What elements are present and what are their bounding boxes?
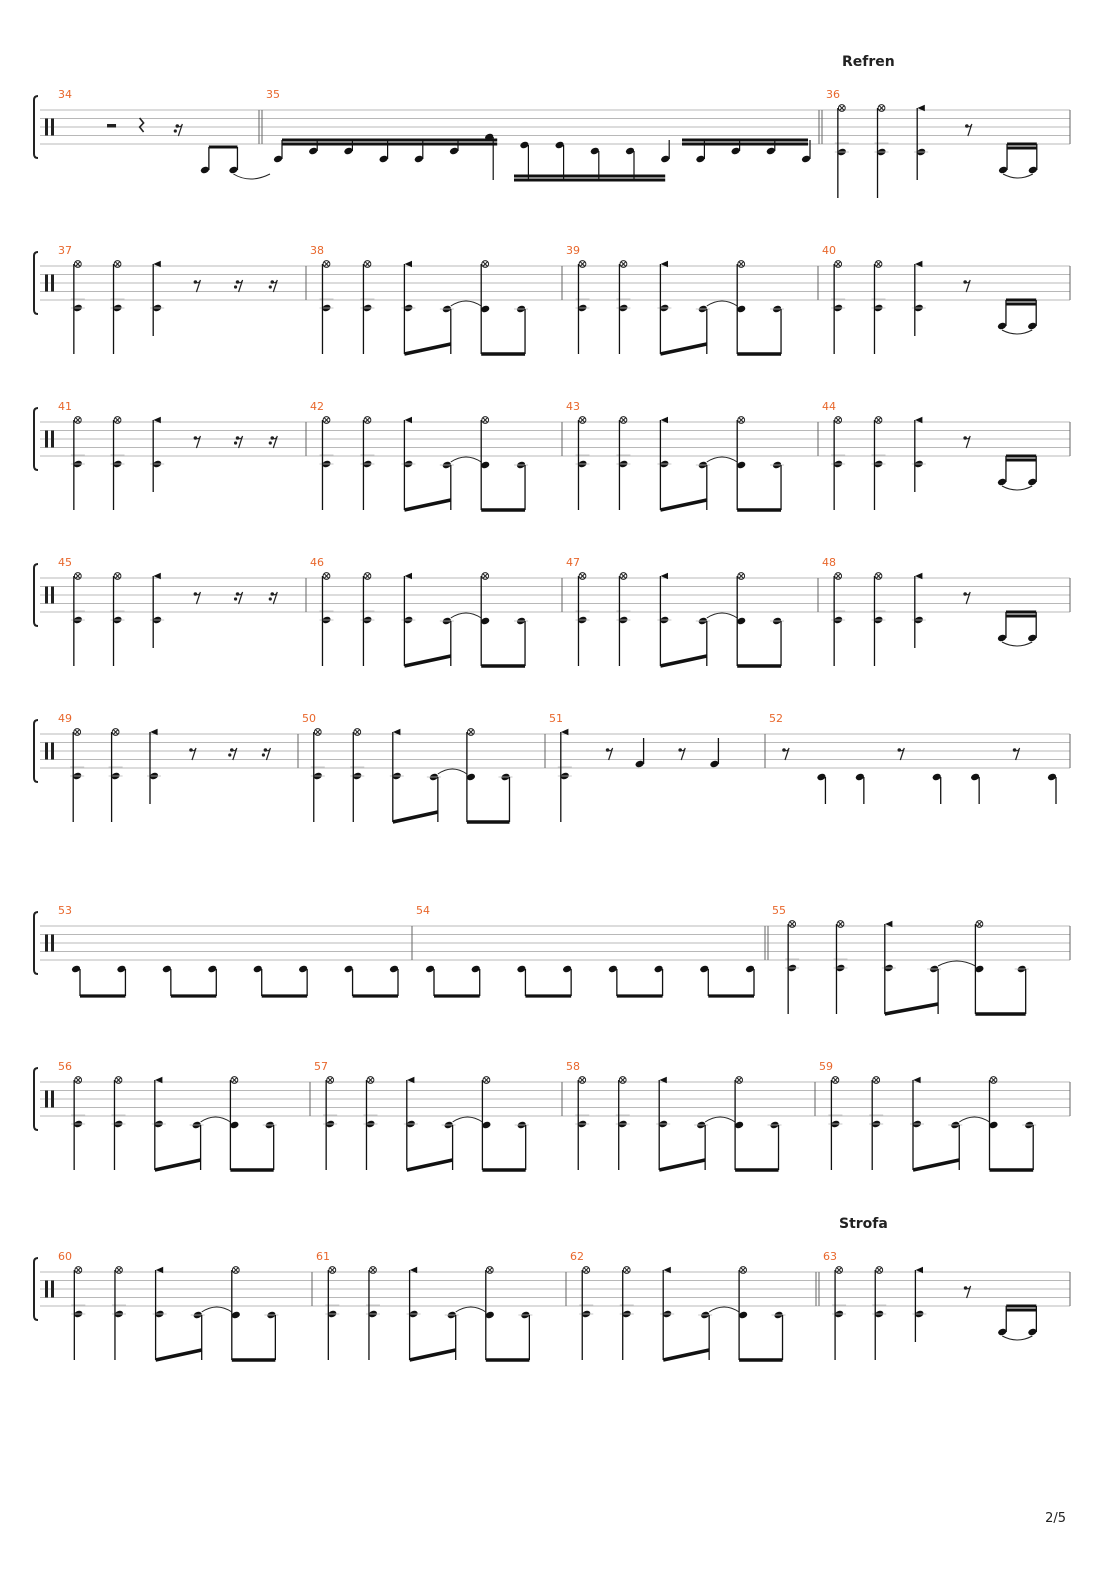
eighth-rest bbox=[238, 280, 243, 292]
measure-number: 55 bbox=[772, 904, 786, 917]
tie bbox=[202, 1307, 232, 1312]
staff-system bbox=[34, 1216, 1070, 1360]
measure-number: 51 bbox=[549, 712, 563, 725]
system-bracket bbox=[34, 408, 38, 470]
measure bbox=[273, 133, 811, 180]
measure-number: 37 bbox=[58, 244, 72, 257]
measure-number: 46 bbox=[310, 556, 324, 569]
tie bbox=[456, 1307, 486, 1312]
measure-number: 40 bbox=[822, 244, 836, 257]
beam bbox=[660, 344, 706, 354]
measure-number: 43 bbox=[566, 400, 580, 413]
measure bbox=[425, 965, 755, 996]
beam bbox=[407, 1160, 453, 1170]
percussion-clef bbox=[45, 935, 48, 952]
staff-system bbox=[34, 904, 1070, 1014]
tie bbox=[707, 457, 737, 462]
measure-number: 45 bbox=[58, 556, 72, 569]
eighth-rest bbox=[899, 748, 904, 760]
beam bbox=[404, 656, 450, 666]
measure-number: 58 bbox=[566, 1060, 580, 1073]
staff-system bbox=[34, 712, 1070, 822]
tie bbox=[438, 769, 467, 774]
measure-number: 49 bbox=[58, 712, 72, 725]
measure-number: 59 bbox=[819, 1060, 833, 1073]
system-bracket bbox=[34, 96, 38, 158]
tie bbox=[1002, 1336, 1032, 1340]
measure-number: 61 bbox=[316, 1250, 330, 1263]
measure bbox=[782, 748, 1057, 804]
system-bracket bbox=[34, 1068, 38, 1130]
measure-number: 44 bbox=[822, 400, 836, 413]
percussion-clef bbox=[45, 119, 48, 136]
staff-system bbox=[34, 556, 1070, 666]
staff-system bbox=[34, 244, 1070, 354]
staff-system bbox=[34, 54, 1070, 198]
beam bbox=[913, 1160, 959, 1170]
measure-number: 60 bbox=[58, 1250, 72, 1263]
quarter-rest bbox=[140, 118, 144, 132]
eighth-rest bbox=[966, 1286, 971, 1298]
measure-number: 52 bbox=[769, 712, 783, 725]
eighth-rest bbox=[272, 280, 277, 292]
system-bracket bbox=[34, 252, 38, 314]
eighth-rest bbox=[965, 436, 970, 448]
measure-number: 53 bbox=[58, 904, 72, 917]
measure-number: 36 bbox=[826, 88, 840, 101]
measure-number: 54 bbox=[416, 904, 430, 917]
system-bracket bbox=[34, 720, 38, 782]
tie bbox=[705, 1117, 735, 1122]
beam bbox=[659, 1160, 705, 1170]
tie bbox=[938, 961, 975, 966]
percussion-clef bbox=[45, 587, 48, 604]
eighth-rest bbox=[272, 592, 277, 604]
beam bbox=[155, 1160, 201, 1170]
beam bbox=[663, 1350, 709, 1360]
tie bbox=[959, 1117, 989, 1122]
percussion-clef bbox=[45, 431, 48, 448]
measure-number: 41 bbox=[58, 400, 72, 413]
measure-number: 47 bbox=[566, 556, 580, 569]
staff-system bbox=[34, 1060, 1070, 1170]
eighth-rest bbox=[177, 124, 182, 136]
eighth-rest bbox=[1015, 748, 1020, 760]
tie bbox=[1003, 174, 1033, 178]
percussion-clef bbox=[45, 1281, 48, 1298]
beam bbox=[404, 344, 450, 354]
system-bracket bbox=[34, 1258, 38, 1320]
section-label: Strofa bbox=[839, 1216, 888, 1232]
eighth-rest bbox=[195, 592, 200, 604]
measure-number: 63 bbox=[823, 1250, 837, 1263]
percussion-clef bbox=[45, 1091, 48, 1108]
beam bbox=[660, 500, 706, 510]
eighth-rest bbox=[265, 748, 270, 760]
eighth-rest bbox=[608, 748, 613, 760]
beam bbox=[410, 1350, 456, 1360]
measure-number: 57 bbox=[314, 1060, 328, 1073]
measure-number: 42 bbox=[310, 400, 324, 413]
tie bbox=[707, 613, 737, 618]
section-label: Refren bbox=[842, 54, 895, 70]
page-number: 2/5 bbox=[1045, 1511, 1066, 1526]
percussion-clef bbox=[45, 275, 48, 292]
measure-number: 62 bbox=[570, 1250, 584, 1263]
measure-number: 56 bbox=[58, 1060, 72, 1073]
measure-number: 34 bbox=[58, 88, 72, 101]
tie bbox=[453, 1117, 483, 1122]
eighth-rest bbox=[195, 280, 200, 292]
tie bbox=[709, 1307, 739, 1312]
system-bracket bbox=[34, 564, 38, 626]
eighth-rest bbox=[680, 748, 685, 760]
eighth-rest bbox=[195, 436, 200, 448]
measure bbox=[71, 965, 399, 996]
eighth-rest bbox=[232, 748, 237, 760]
tie bbox=[201, 1117, 231, 1122]
eighth-rest bbox=[238, 436, 243, 448]
system-bracket bbox=[34, 912, 38, 974]
beam bbox=[404, 500, 450, 510]
half-rest bbox=[107, 124, 116, 128]
tie bbox=[451, 301, 481, 306]
tie bbox=[1002, 642, 1032, 646]
beam bbox=[156, 1350, 202, 1360]
beam bbox=[660, 656, 706, 666]
percussion-clef bbox=[45, 743, 48, 760]
eighth-rest bbox=[238, 592, 243, 604]
measure-number: 38 bbox=[310, 244, 324, 257]
tie bbox=[233, 174, 270, 179]
measure-number: 50 bbox=[302, 712, 316, 725]
eighth-rest bbox=[784, 748, 789, 760]
tie bbox=[1002, 330, 1032, 334]
tie bbox=[451, 613, 481, 618]
tie bbox=[451, 457, 481, 462]
measure-number: 35 bbox=[266, 88, 280, 101]
eighth-rest bbox=[965, 280, 970, 292]
beam bbox=[393, 812, 438, 822]
eighth-rest bbox=[965, 592, 970, 604]
eighth-rest bbox=[272, 436, 277, 448]
staff-system bbox=[34, 400, 1070, 510]
measure-number: 39 bbox=[566, 244, 580, 257]
measure-number: 48 bbox=[822, 556, 836, 569]
tie bbox=[1002, 486, 1032, 490]
eighth-rest bbox=[191, 748, 196, 760]
beam bbox=[885, 1004, 938, 1014]
tie bbox=[707, 301, 737, 306]
eighth-rest bbox=[967, 124, 972, 136]
